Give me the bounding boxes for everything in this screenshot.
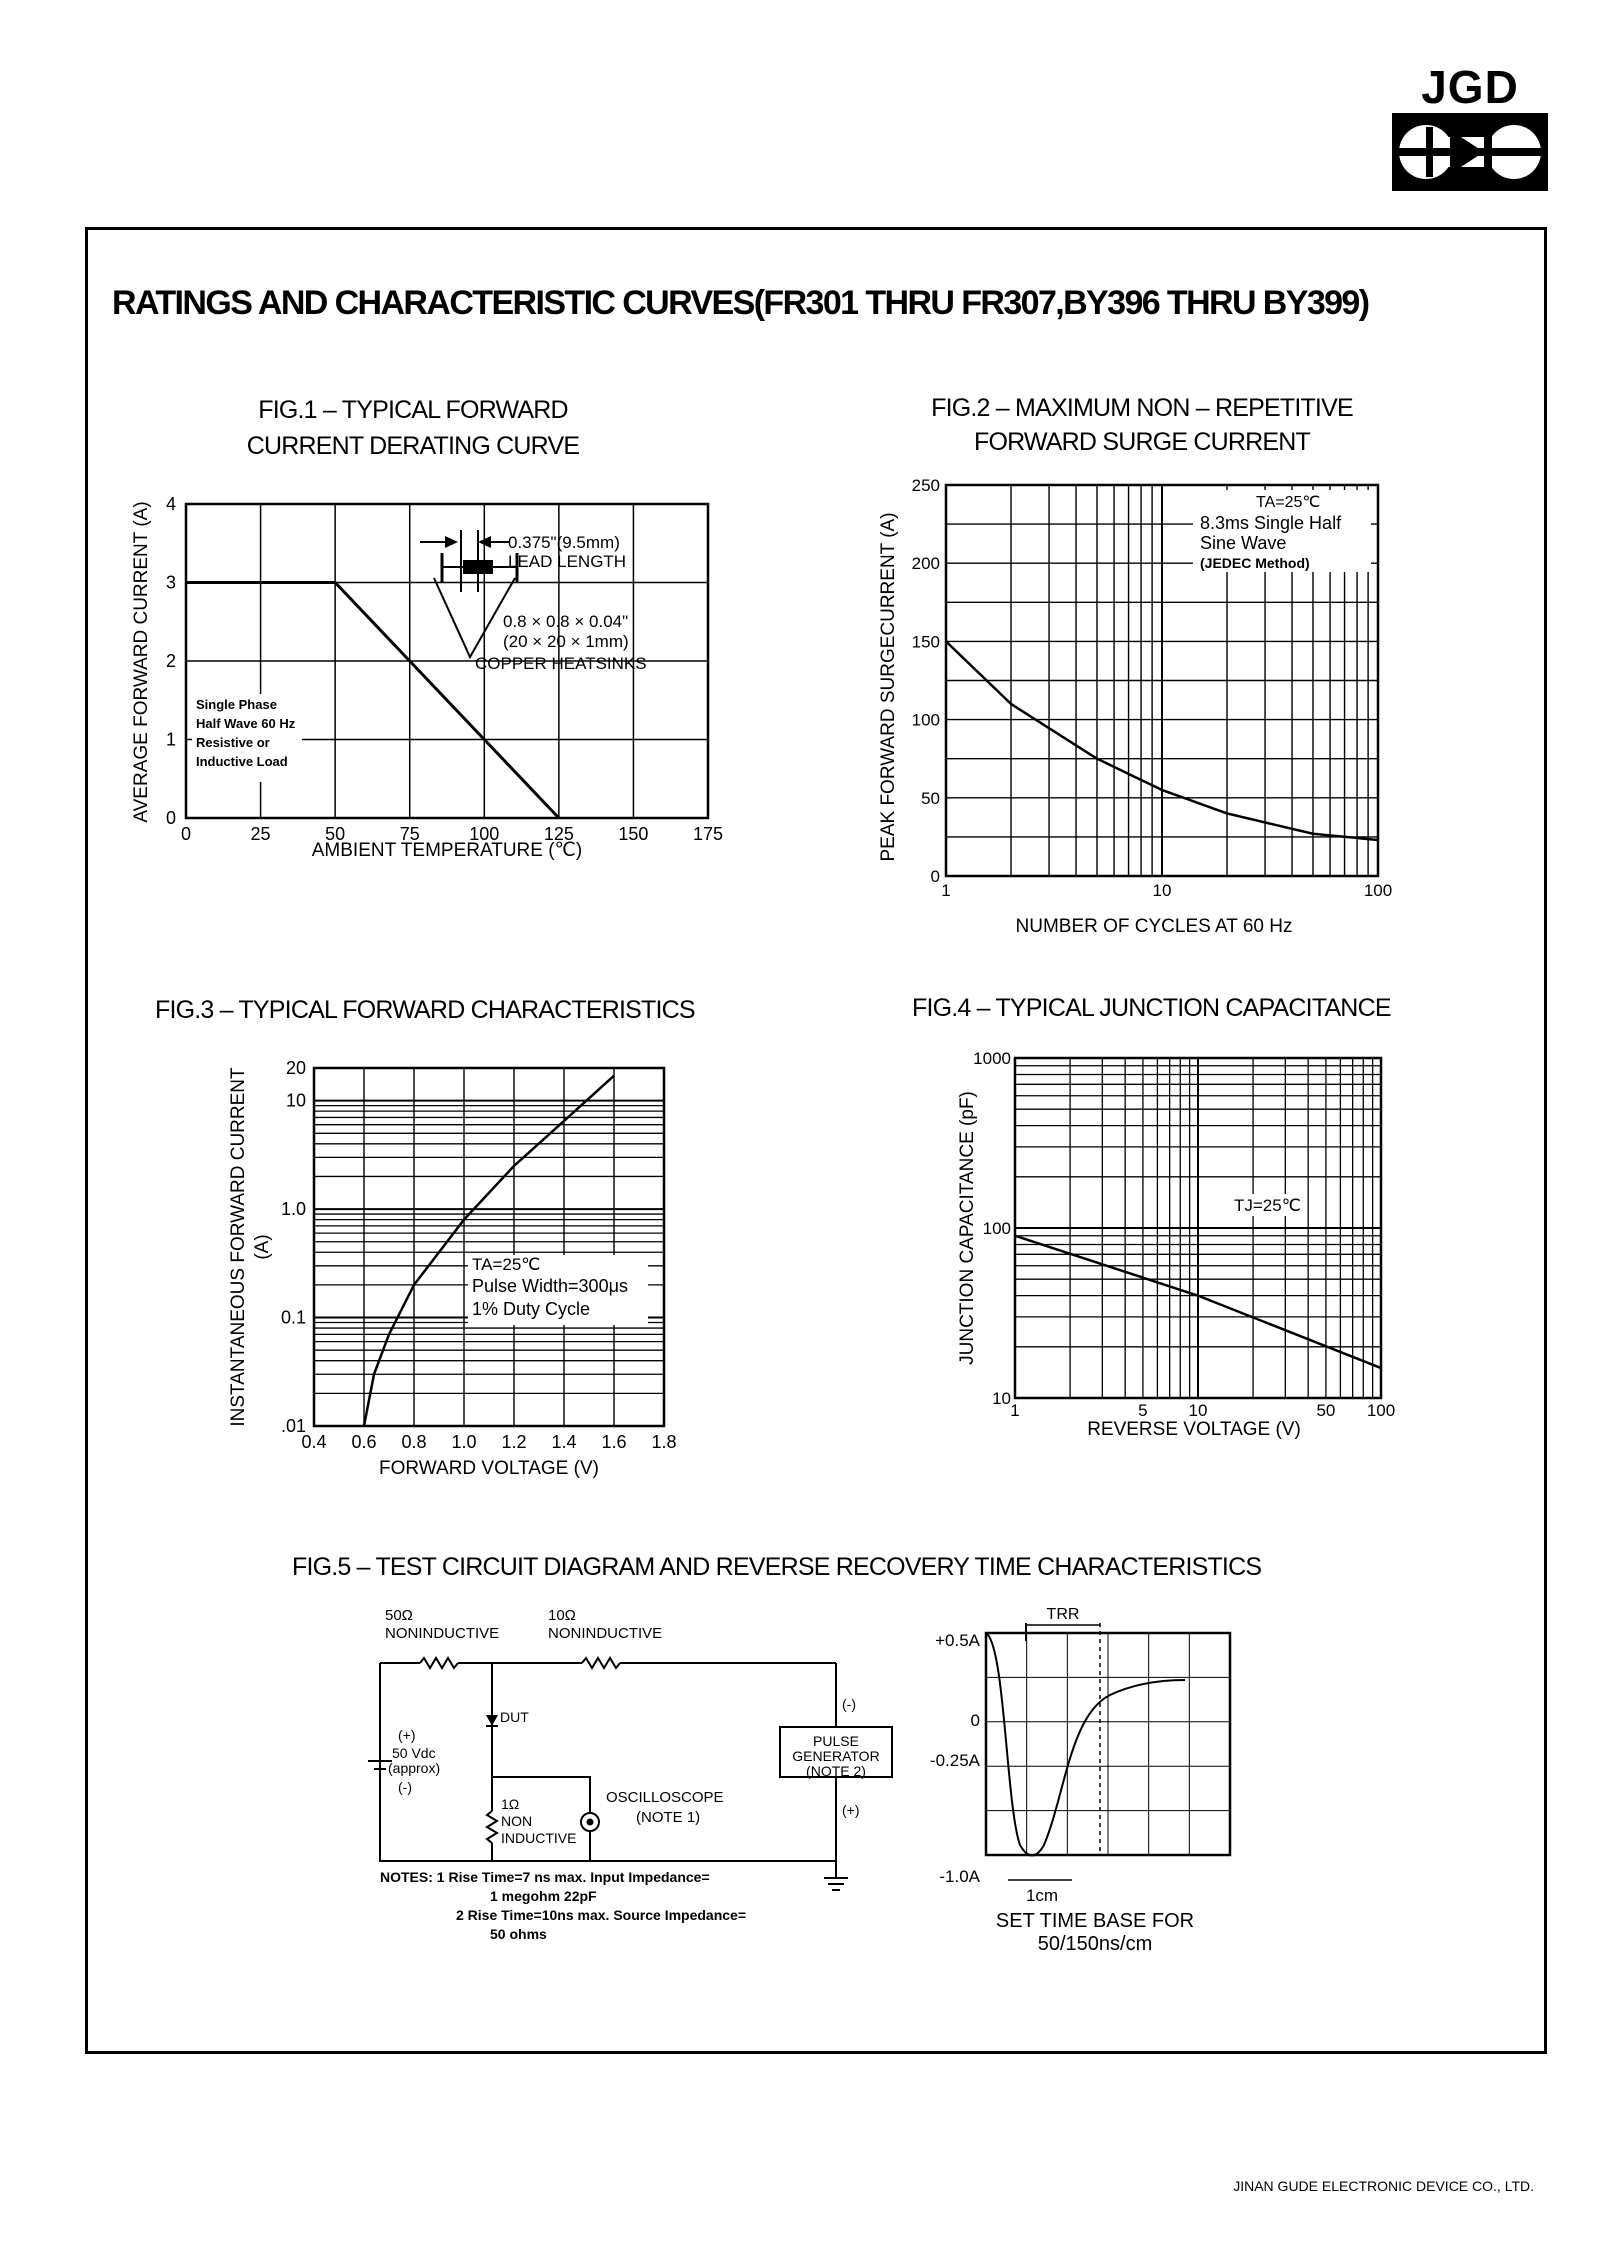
- supply-voltage: 50 Vdc: [392, 1745, 436, 1761]
- fig1-cond-line2: Half Wave 60 Hz: [196, 716, 296, 731]
- wave-label-pos: +0.5A: [935, 1631, 980, 1650]
- fig2-x-tick-label: 100: [1363, 881, 1393, 900]
- fig1-title-line2: CURRENT DERATING CURVE: [246, 432, 580, 460]
- fig3-title: FIG.3 – TYPICAL FORWARD CHARACTERISTICS: [155, 996, 695, 1024]
- pulse-line1: PULSE: [813, 1733, 859, 1749]
- fig1-y-tick-label: 4: [165, 494, 176, 514]
- fig5-title: FIG.5 – TEST CIRCUIT DIAGRAM AND REVERSE RECOVERY TIME CHARACTERISTICS: [292, 1553, 1262, 1581]
- fig3-note-line3: 1% Duty Cycle: [472, 1299, 591, 1319]
- fig4-y-axis-label: JUNCTION CAPACITANCE (pF): [957, 1091, 978, 1365]
- fig3-x-tick-label: 1.8: [651, 1432, 677, 1452]
- wave-label-neg: -1.0A: [939, 1867, 980, 1886]
- fig3-y-tick-label: 0.1: [280, 1307, 306, 1328]
- fig1-y-tick-label: 3: [165, 572, 176, 593]
- fig1-y-tick-labels: [166, 494, 176, 828]
- recovery-waveform-grid: [986, 1633, 1230, 1855]
- scope-note: (NOTE 1): [636, 1809, 701, 1826]
- fig3-forward-chart: [150, 985, 770, 1485]
- fig1-cond-line3: Resistive or: [196, 735, 270, 750]
- fig3-y-tick-labels: [281, 1058, 306, 1436]
- fig2-note-line1: TA=25℃: [1256, 494, 1321, 511]
- fig4-x-tick-label: 100: [1366, 1401, 1396, 1420]
- fig2-y-tick-label: 50: [921, 788, 940, 808]
- fig4-y-tick-label: 1000: [973, 1049, 1011, 1068]
- fig2-title-line1: FIG.2 – MAXIMUM NON – REPETITIVE: [931, 394, 1353, 422]
- fig1-heatsink-line2: (20 × 20 × 1mm): [503, 632, 629, 651]
- fig4-title: FIG.4 – TYPICAL JUNCTION CAPACITANCE: [912, 994, 1391, 1022]
- fig2-y-axis-label: PEAK FORWARD SURGECURRENT (A): [878, 512, 899, 862]
- fig2-title-line2: FORWARD SURGE CURRENT: [974, 428, 1310, 456]
- fig4-capacitance-chart: [900, 985, 1460, 1455]
- fig3-x-tick-label: 1.4: [551, 1432, 577, 1452]
- notes-line1: NOTES: 1 Rise Time=7 ns max. Input Impedance=: [380, 1869, 710, 1885]
- fig2-note-line4: (JEDEC Method): [1200, 555, 1310, 571]
- fig3-y-tick-label: 20: [285, 1058, 306, 1078]
- fig2-x-tick-label: 1: [941, 881, 951, 900]
- r1-value: 50Ω: [385, 1607, 413, 1624]
- fig1-y-tick-label: 0: [165, 808, 176, 828]
- fig1-derating-chart: [120, 392, 740, 872]
- fig5-test-circuit: [270, 1545, 1400, 1985]
- fig3-forward-curve: [364, 1076, 614, 1426]
- fig1-lead-note2: LEAD LENGTH: [508, 552, 627, 571]
- fig2-surge-chart: [870, 392, 1430, 952]
- r2-value: 10Ω: [548, 1607, 576, 1624]
- fig1-x-tick-label: 50: [325, 824, 346, 844]
- fig3-note-line2: Pulse Width=300μs: [472, 1276, 628, 1296]
- fig4-x-axis-label: REVERSE VOLTAGE (V): [1087, 1419, 1301, 1440]
- fig2-note-line2: 8.3ms Single Half: [1200, 513, 1342, 533]
- cm-label: 1cm: [1025, 1886, 1059, 1905]
- fig3-plot-frame: [314, 1068, 664, 1426]
- fig3-y-axis-label: INSTANTANEOUS FORWARD CURRENT: [228, 1067, 249, 1427]
- fig3-y-tick-label: .01: [280, 1416, 306, 1436]
- r3-value: 1Ω: [501, 1796, 520, 1812]
- notes-line4: 50 ohms: [490, 1926, 547, 1942]
- fig1-heatsink-line1: 0.8 × 0.8 × 0.04": [503, 612, 629, 631]
- r1-desc: NONINDUCTIVE: [385, 1625, 500, 1642]
- fig3-x-tick-label: 0.6: [351, 1432, 377, 1452]
- fig3-x-tick-labels: [301, 1432, 676, 1452]
- fig1-x-tick-label: 125: [543, 824, 574, 844]
- notes-line3: 2 Rise Time=10ns max. Source Impedance=: [456, 1907, 747, 1923]
- fig3-x-tick-label: 1.6: [601, 1432, 627, 1452]
- fig2-note-line3: Sine Wave: [1200, 533, 1287, 553]
- fig4-x-tick-label: 5: [1138, 1401, 1148, 1420]
- wave-label-zero: 0: [970, 1711, 980, 1730]
- gen-plus: (+): [842, 1802, 860, 1818]
- footer-company: JINAN GUDE ELECTRONIC DEVICE CO., LTD.: [1233, 2178, 1534, 2194]
- fig3-note-line1: TA=25℃: [472, 1255, 541, 1274]
- scope-label: OSCILLOSCOPE: [606, 1789, 724, 1806]
- fig4-x-tick-labels: [1010, 1401, 1395, 1420]
- fig2-y-tick-labels: [912, 476, 940, 886]
- r2-desc: NONINDUCTIVE: [548, 1625, 663, 1642]
- fig2-y-tick-label: 250: [911, 476, 940, 495]
- fig1-y-tick-label: 1: [165, 729, 176, 750]
- fig1-x-axis-label: AMBIENT TEMPERATURE (℃): [311, 840, 583, 861]
- supply-approx: (approx): [388, 1760, 441, 1776]
- fig2-y-tick-label: 200: [911, 554, 940, 574]
- fig4-y-tick-label: 100: [982, 1219, 1011, 1238]
- gen-minus: (-): [842, 1696, 856, 1712]
- page-title: RATINGS AND CHARACTERISTIC CURVES(FR301 THRU FR307,BY396 THRU BY399): [112, 284, 1369, 322]
- notes-line2: 1 megohm 22pF: [490, 1888, 597, 1904]
- fig3-grid: [314, 1068, 664, 1426]
- timebase-line2: 50/150ns/cm: [1037, 1933, 1153, 1955]
- pulse-line2: GENERATOR: [792, 1748, 880, 1764]
- fig2-y-tick-label: 150: [911, 632, 940, 652]
- fig4-note: TJ=25℃: [1234, 1196, 1301, 1215]
- fig3-x-tick-label: 0.4: [301, 1432, 327, 1452]
- recovery-waveform-curve: [986, 1633, 1185, 1856]
- dut-diode-icon: [486, 1715, 498, 1726]
- fig4-x-tick-label: 1: [1010, 1401, 1020, 1420]
- fig1-heatsink-line3: COPPER HEATSINKS: [475, 654, 647, 673]
- fig2-x-axis-label: NUMBER OF CYCLES AT 60 Hz: [1015, 916, 1293, 937]
- wave-label-quarter: -0.25A: [929, 1751, 980, 1770]
- diode-logo-icon: [1392, 113, 1548, 191]
- fig1-y-axis-label: AVERAGE FORWARD CURRENT (A): [131, 501, 152, 823]
- fig1-x-tick-label: 100: [469, 824, 500, 844]
- r3-inductive: INDUCTIVE: [501, 1830, 577, 1846]
- fig1-y-tick-label: 2: [165, 651, 176, 671]
- fig1-cond-line1: Single Phase: [196, 697, 277, 712]
- fig1-title-line1: FIG.1 – TYPICAL FORWARD: [258, 396, 568, 424]
- fig4-x-tick-label: 50: [1316, 1401, 1336, 1420]
- pulse-line3: (NOTE 2): [806, 1763, 866, 1779]
- fig1-x-tick-label: 150: [618, 824, 649, 844]
- fig4-y-tick-labels: [973, 1049, 1011, 1408]
- fig3-y-axis-unit: (A): [252, 1234, 273, 1260]
- fig1-cond-line4: Inductive Load: [196, 754, 288, 769]
- fig2-y-tick-label: 100: [911, 710, 940, 730]
- fig3-y-tick-label: 10: [285, 1090, 306, 1111]
- supply-minus: (-): [398, 1779, 412, 1795]
- fig1-x-tick-label: 25: [250, 824, 271, 844]
- fig3-x-tick-label: 0.8: [401, 1432, 427, 1452]
- fig2-x-tick-label: 10: [1152, 881, 1172, 900]
- fig3-y-tick-label: 1.0: [280, 1199, 306, 1220]
- supply-plus: (+): [398, 1727, 416, 1743]
- r3-non: NON: [501, 1813, 533, 1829]
- fig1-x-tick-label: 75: [399, 824, 420, 844]
- fig3-x-tick-label: 1.0: [451, 1432, 477, 1452]
- fig1-lead-note: 0.375"(9.5mm): [508, 533, 620, 552]
- fig4-y-tick-label: 10: [992, 1389, 1011, 1408]
- fig3-x-tick-label: 1.2: [501, 1432, 527, 1452]
- dut-label: DUT: [500, 1709, 529, 1725]
- trr-label: TRR: [1046, 1606, 1080, 1623]
- company-logo-text: JGD: [1421, 61, 1519, 113]
- fig2-y-tick-label: 0: [930, 867, 940, 886]
- fig3-x-axis-label: FORWARD VOLTAGE (V): [379, 1458, 599, 1479]
- fig4-x-tick-label: 10: [1188, 1401, 1208, 1420]
- timebase-line1: SET TIME BASE FOR: [995, 1910, 1195, 1932]
- fig1-x-tick-label: 175: [692, 824, 724, 844]
- fig2-x-tick-labels: [941, 881, 1392, 900]
- fig1-x-tick-label: 0: [180, 824, 192, 844]
